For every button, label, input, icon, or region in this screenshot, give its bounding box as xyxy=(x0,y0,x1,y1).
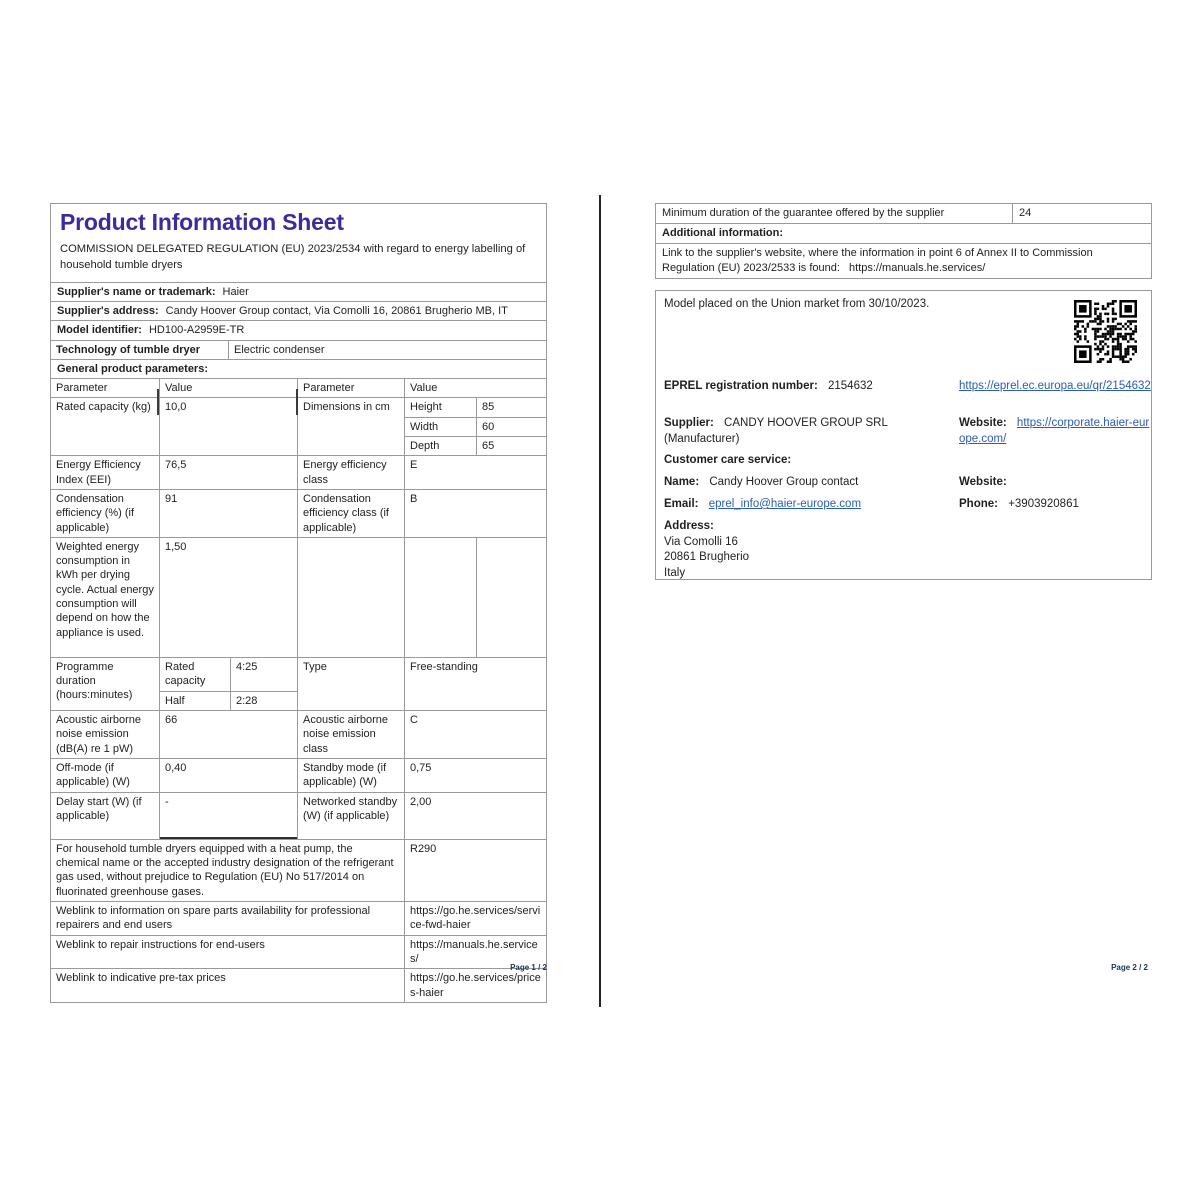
market-date: Model placed on the Union market from 30/10/2023. xyxy=(664,298,930,310)
table-row-delay-start xyxy=(51,792,546,839)
model-identifier-row xyxy=(51,320,546,339)
duration-row xyxy=(160,691,297,710)
weblink-prices-url: https://go.he.services/prices-haier xyxy=(404,969,546,1002)
guarantee-value: 24 xyxy=(1012,204,1151,223)
weighted-energy-label: Weighted energy consumption in kWh per drying cycle. Actual energy consumption will depend on how the appliance is used. xyxy=(56,540,154,639)
care-website-label: Website: xyxy=(959,476,1007,488)
page1-footer: Page 1 / 2 xyxy=(510,963,547,972)
type-value: Free-standing xyxy=(404,658,546,710)
page-divider xyxy=(599,195,601,1007)
page2-eprel-box xyxy=(655,290,1152,580)
additional-info-heading-row xyxy=(656,223,1151,243)
off-mode-label: Off-mode (if applicable) (W) xyxy=(56,762,130,789)
eprel-value: 2154632 xyxy=(828,380,873,392)
energy-class-value: E xyxy=(404,456,546,489)
supplier-value: CANDY HOOVER GROUP SRL (Manufacturer) xyxy=(664,417,888,445)
standby-label: Standby mode (if applicable) (W) xyxy=(297,759,404,792)
care-name-label: Name: xyxy=(664,476,700,488)
page-title: Product Information Sheet xyxy=(60,209,344,235)
care-name-value: Candy Hoover Group contact xyxy=(709,476,859,488)
empty-cell xyxy=(476,538,546,657)
dimensions-values xyxy=(404,398,546,455)
eprel-row xyxy=(664,379,956,395)
eei-value: 76,5 xyxy=(159,456,297,489)
model-identifier-value: HD100-A2959E-TR xyxy=(148,324,245,337)
address-line: 20861 Brugherio xyxy=(664,551,750,564)
address-line: Italy xyxy=(664,566,686,579)
dimensions-label: Dimensions in cm xyxy=(297,398,404,455)
qr-code-icon xyxy=(1074,300,1137,363)
weblink-repair-url: https://manuals.he.services/ xyxy=(404,936,546,969)
eprel-link[interactable]: https://eprel.ec.europa.eu/qr/2154632 xyxy=(959,380,1151,392)
model-identifier-label: Model identifier: xyxy=(57,324,142,337)
technology-value: Electric condenser xyxy=(228,341,546,359)
weblink-spare-parts-url: https://go.he.services/service-fwd-haier xyxy=(404,902,546,935)
duration-value: 2:28 xyxy=(230,692,297,710)
page2-footer: Page 2 / 2 xyxy=(1111,963,1148,972)
condensation-label: Condensation efficiency (%) (if applicable) xyxy=(56,492,135,534)
dimension-value: 60 xyxy=(476,418,546,436)
refrigerant-value: R290 xyxy=(404,840,546,901)
duration-name: Rated capacity xyxy=(165,660,206,688)
condensation-class-label: Condensation efficiency class (if applicable) xyxy=(297,490,404,537)
empty-cell xyxy=(405,538,476,657)
address-block xyxy=(664,519,956,581)
supplier-name-label: Supplier's name or trademark: xyxy=(57,285,216,298)
programme-duration-label: Programme duration (hours:minutes) xyxy=(56,660,133,702)
header-value1: Value xyxy=(159,379,297,397)
care-phone-value: +3903920861 xyxy=(1008,498,1079,510)
border-artifact xyxy=(157,389,159,415)
table-row-acoustic xyxy=(51,710,546,758)
eei-label: Energy Efficiency Index (EEI) xyxy=(56,459,141,486)
weblink-repair-label: Weblink to repair instructions for end-users xyxy=(56,938,265,951)
delay-start-value: - xyxy=(159,793,297,839)
weblink-prices-label: Weblink to indicative pre-tax prices xyxy=(56,972,226,985)
condensation-class-value: B xyxy=(404,490,546,537)
table-row-refrigerant xyxy=(51,839,546,901)
empty-split-cell xyxy=(404,538,546,657)
additional-info-heading: Additional information: xyxy=(662,226,783,239)
supplier-label: Supplier: xyxy=(664,417,714,429)
programme-duration-values xyxy=(159,658,297,710)
technology-row xyxy=(51,340,546,359)
table-row-off-mode xyxy=(51,758,546,792)
supplier-name-value: Haier xyxy=(222,285,249,298)
supplier-website-link[interactable]: https://corporate.haier-europe.com/ xyxy=(959,417,1150,445)
off-mode-value: 0,40 xyxy=(159,759,297,792)
weblink-spare-parts-label: Weblink to information on spare parts availability for professional repairers and end users xyxy=(56,904,371,932)
supplier-link-url: https://manuals.he.services/ xyxy=(849,261,986,274)
page1-product-sheet xyxy=(50,203,547,1003)
table-row-weighted-energy xyxy=(51,537,546,657)
dimension-row xyxy=(405,417,546,436)
care-email-link[interactable]: eprel_info@haier-europe.com xyxy=(708,498,862,510)
customer-care-heading: Customer care service: xyxy=(664,454,792,466)
table-row-condensation xyxy=(51,489,546,537)
header-param1: Parameter xyxy=(56,382,108,395)
acoustic-class-value: C xyxy=(404,711,546,758)
guarantee-label: Minimum duration of the guarantee offered by the supplier xyxy=(662,207,945,219)
care-email-label: Email: xyxy=(664,498,699,510)
rated-capacity-value: 10,0 xyxy=(159,398,297,455)
supplier-address-label: Supplier's address: xyxy=(57,304,159,317)
acoustic-class-label: Acoustic airborne noise emission class xyxy=(297,711,404,758)
empty-cell xyxy=(297,538,404,657)
acoustic-label: Acoustic airborne noise emission (dB(A) re 1 pW) xyxy=(56,714,141,755)
technology-label: Technology of tumble dryer xyxy=(56,343,201,356)
table-row-programme-duration xyxy=(51,657,546,710)
eprel-link-wrap xyxy=(959,379,1151,395)
header-value2: Value xyxy=(404,379,546,397)
dimension-value: 85 xyxy=(476,398,546,416)
acoustic-value: 66 xyxy=(159,711,297,758)
duration-row xyxy=(160,658,297,691)
address-label: Address: xyxy=(664,520,714,532)
care-email-row xyxy=(664,497,956,513)
eprel-label: EPREL registration number: xyxy=(664,380,818,392)
supplier-row xyxy=(664,416,956,447)
type-label: Type xyxy=(297,658,404,710)
duration-name: Half xyxy=(165,694,185,707)
supplier-website-row xyxy=(959,416,1151,447)
energy-class-label: Energy efficiency class xyxy=(297,456,404,489)
guarantee-row xyxy=(656,204,1151,223)
care-phone-row xyxy=(959,497,1151,513)
delay-start-label: Delay start (W) (if applicable) xyxy=(56,795,142,822)
networked-standby-value: 2,00 xyxy=(404,793,546,839)
dimension-name: Height xyxy=(410,401,442,414)
dimension-name: Depth xyxy=(410,440,440,453)
page2-additional-info-table xyxy=(655,203,1152,279)
refrigerant-label: For household tumble dryers equipped with a heat pump, the chemical name or the accepted industry designation of the refrigerant gas used, without prejudice to Regulation (EU) No 517/2014 on fluorinated greenhouse gases. xyxy=(56,842,394,898)
duration-value: 4:25 xyxy=(230,658,297,691)
header-param2: Parameter xyxy=(297,379,404,397)
supplier-address-value: Candy Hoover Group contact, Via Comolli 16, 20861 Brugherio MB, IT xyxy=(165,304,508,317)
dimension-value: 65 xyxy=(476,437,546,455)
table-row-weblink-spare-parts xyxy=(51,901,546,935)
rated-capacity-label: Rated capacity (kg) xyxy=(56,401,151,414)
supplier-link-row xyxy=(656,243,1151,278)
general-params-heading: General product parameters: xyxy=(51,359,546,378)
supplier-website-label: Website: xyxy=(959,417,1007,429)
dimension-row xyxy=(405,398,546,416)
table-row-eei xyxy=(51,455,546,489)
dimension-row xyxy=(405,436,546,455)
care-phone-label: Phone: xyxy=(959,498,998,510)
regulation-subtitle: COMMISSION DELEGATED REGULATION (EU) 2023/2534 with regard to energy labelling of household tumble dryers xyxy=(60,243,526,271)
table-row-capacity-dimensions xyxy=(51,397,546,455)
title-block xyxy=(51,204,546,282)
address-line: Via Comolli 16 xyxy=(664,535,738,548)
networked-standby-label: Networked standby (W) (if applicable) xyxy=(297,793,404,839)
care-name-row xyxy=(664,475,956,491)
weighted-energy-value: 1,50 xyxy=(159,538,297,657)
table-row-weblink-prices xyxy=(51,968,546,1002)
condensation-value: 91 xyxy=(159,490,297,537)
table-header-row xyxy=(51,378,546,397)
dimension-name: Width xyxy=(410,420,439,433)
supplier-address-row xyxy=(51,301,546,320)
supplier-name-row xyxy=(51,282,546,301)
empty-subrow xyxy=(405,538,546,657)
supplier-link-text: Link to the supplier's website, where the information in point 6 of Annex II to Commission Regulation (EU) 2023/2533 is found: https://manuals.he.services/ xyxy=(662,246,1093,274)
standby-value: 0,75 xyxy=(404,759,546,792)
border-artifact xyxy=(296,389,298,415)
